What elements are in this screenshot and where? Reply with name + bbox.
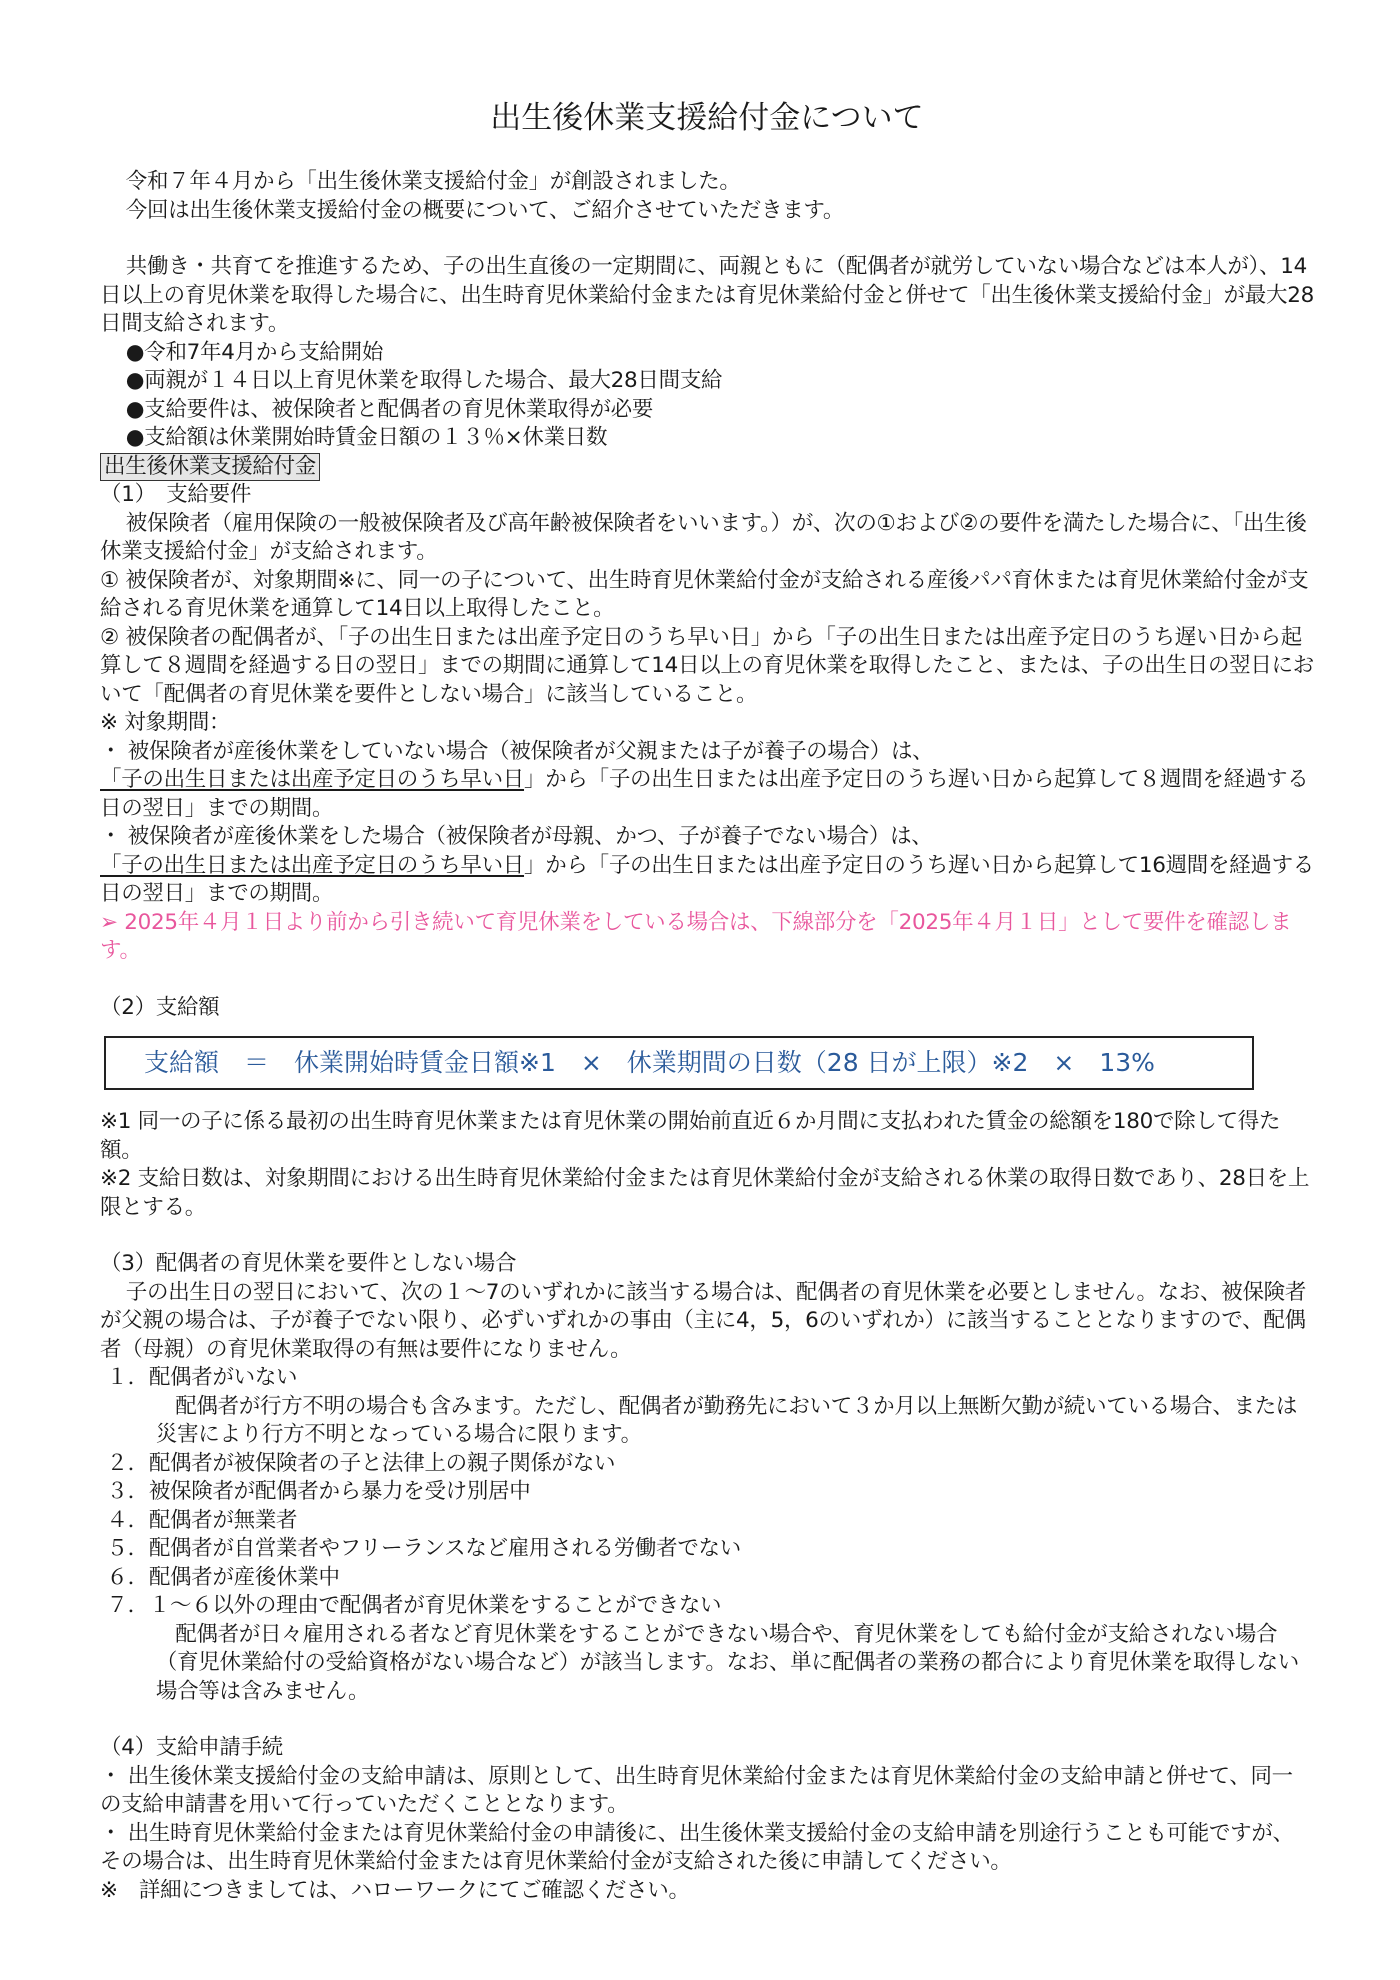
- case2-rest: 」から「子の出生日または出産予定日のうち遅い日から起算して16週間を経過する日の翌日」までの期間。: [100, 852, 1314, 906]
- note-heading: ※ 対象期間：: [100, 710, 231, 735]
- intro-line-2: 今回は出生後休業支援給付金の概要について、ご紹介させていただきます。: [125, 197, 845, 223]
- section-label: 出生後休業支援給付金: [100, 453, 320, 481]
- pink-note: ➢ 2025年４月１日より前から引き続いて育児休業をしている場合は、下線部分を「2025年４月１日」として要件を確認します。: [100, 909, 1292, 963]
- bullet-item: ●令和7年4月から支給開始: [125, 339, 384, 365]
- list-item: ６．配偶者が産後休業中: [106, 1564, 340, 1590]
- s4-bullet-2: ・ 出生時育児休業給付金または育児休業給付金の申請後に、出生後休業支援給付金の支給申請を別途行うことも可能ですが、その場合は、出生時育児休業給付金または育児休業給付金が支給された後に申請してください。: [100, 1820, 1294, 1874]
- bullet-item: ●支給要件は、被保険者と配偶者の育児休業取得が必要: [125, 396, 654, 422]
- case1-rest: 」から「子の出生日または出産予定日のうち遅い日から起算して８週間を経過する日の翌日」までの期間。: [100, 767, 1309, 821]
- list-item: ３．被保険者が配偶者から暴力を受け別居中: [106, 1479, 531, 1504]
- s4-bullet-1: ・ 出生後休業支援給付金の支給申請は、原則として、出生時育児休業給付金または育児休業給付金の支給申請と併せて、同一の支給申請書を用いて行っていただくこととなります。: [100, 1763, 1293, 1817]
- list-item: １．配偶者がいない: [106, 1365, 298, 1390]
- list-item: ４．配偶者が無業者: [106, 1507, 298, 1533]
- requirement-2: ② 被保険者の配偶者が、「子の出生日または出産予定日のうち早い日」から「子の出生日または出産予定日のうち遅い日から起算して８週間を経過する日の翌日」までの期間に通算して14日以上の育児休業を取得したこと、または、子の出生日の翌日において「配偶者の育児休業を要件としない場合」に該当していること。: [100, 624, 1314, 707]
- s4-heading: （4）支給申請手続: [100, 1735, 283, 1760]
- case2-period: [100, 852, 1314, 909]
- s4-note: ※ 詳細につきましては、ハローワークにてご確認ください。: [100, 1877, 690, 1903]
- page-title: 出生後休業支援給付金について: [490, 100, 924, 136]
- footnote-1: ※1 同一の子に係る最初の出生時育児休業または育児休業の開始前直近６か月間に支払われた賃金の総額を180で除して得た額。: [100, 1109, 1281, 1163]
- s1-heading: （1） 支給要件: [100, 482, 252, 507]
- list-item: ７．１～６以外の理由で配偶者が育児休業をすることができない: [106, 1593, 722, 1618]
- bullet-item: ●両親が１４日以上育児休業を取得した場合、最大28日間支給: [125, 368, 723, 393]
- underline-text: 「子の出生日または出産予定日のうち早い日: [100, 767, 525, 792]
- underline-text: 「子の出生日または出産予定日のうち早い日: [100, 852, 525, 878]
- s3-paragraph: 子の出生日の翌日において、次の１～7のいずれかに該当する場合は、配偶者の育児休業を必要としません。なお、被保険者が父親の場合は、子が養子でない限り、必ずいずれかの事由（主に4，5，6のいずれか）に該当することとなりますので、配偶者（母親）の育児休業取得の有無は要件になりません。: [100, 1279, 1307, 1362]
- formula-box: 支給額 ＝ 休業開始時賃金日額※1 × 休業期間の日数（28 日が上限）※2 × 13%: [104, 1036, 1254, 1090]
- s1-paragraph: 被保険者（雇用保険の一般被保険者及び高年齢被保険者をいいます。）が、次の①および②の要件を満たした場合に、「出生後休業支援給付金」が支給されます。: [100, 510, 1307, 564]
- overview-paragraph: 共働き・共育てを推進するため、子の出生直後の一定期間に、両親ともに（配偶者が就労していない場合などは本人が）、14日以上の育児休業を取得した場合に、出生時育児休業給付金または育児休業給付金と併せて「出生後休業支援給付金」が最大28日間支給されます。: [100, 254, 1314, 336]
- list-item: ５．配偶者が自営業者やフリーランスなど雇用される労働者でない: [106, 1536, 741, 1561]
- case1-lead: ・ 被保険者が産後休業をしていない場合（被保険者が父親または子が養子の場合）は、: [100, 738, 934, 764]
- bullet-item: ●支給額は休業開始時賃金日額の１３％×休業日数: [125, 425, 608, 450]
- case1-period: [100, 766, 1314, 823]
- list-item-detail: 配偶者が行方不明の場合も含みます。ただし、配偶者が勤務先において３か月以上無断欠勤が続いている場合、または災害により行方不明となっている場合に限ります。: [155, 1393, 1298, 1447]
- s2-heading: （2）支給額: [100, 994, 220, 1020]
- list-item-detail: 配偶者が日々雇用される者など育児休業をすることができない場合や、育児休業をしても給付金が支給されない場合（育児休業給付の受給資格がない場合など）が該当します。なお、単に配偶者の業務の都合により育児休業を取得しない場合等は含みません。: [155, 1621, 1299, 1704]
- list-item: ２．配偶者が被保険者の子と法律上の親子関係がない: [106, 1450, 616, 1476]
- s3-heading: （3）配偶者の育児休業を要件としない場合: [100, 1251, 517, 1276]
- case2-lead: ・ 被保険者が産後休業をした場合（被保険者が母親、かつ、子が養子でない場合）は、: [100, 824, 933, 849]
- footnote-2: ※2 支給日数は、対象期間における出生時育児休業給付金または育児休業給付金が支給される休業の取得日数であり、28日を上限とする。: [100, 1166, 1310, 1220]
- intro-line-1: 令和７年４月から「出生後休業支援給付金」が創設されました。: [125, 169, 741, 194]
- requirement-1: ① 被保険者が、対象期間※に、同一の子について、出生時育児休業給付金が支給される産後パパ育休または育児休業給付金が支給される育児休業を通算して14日以上取得したこと。: [100, 567, 1309, 621]
